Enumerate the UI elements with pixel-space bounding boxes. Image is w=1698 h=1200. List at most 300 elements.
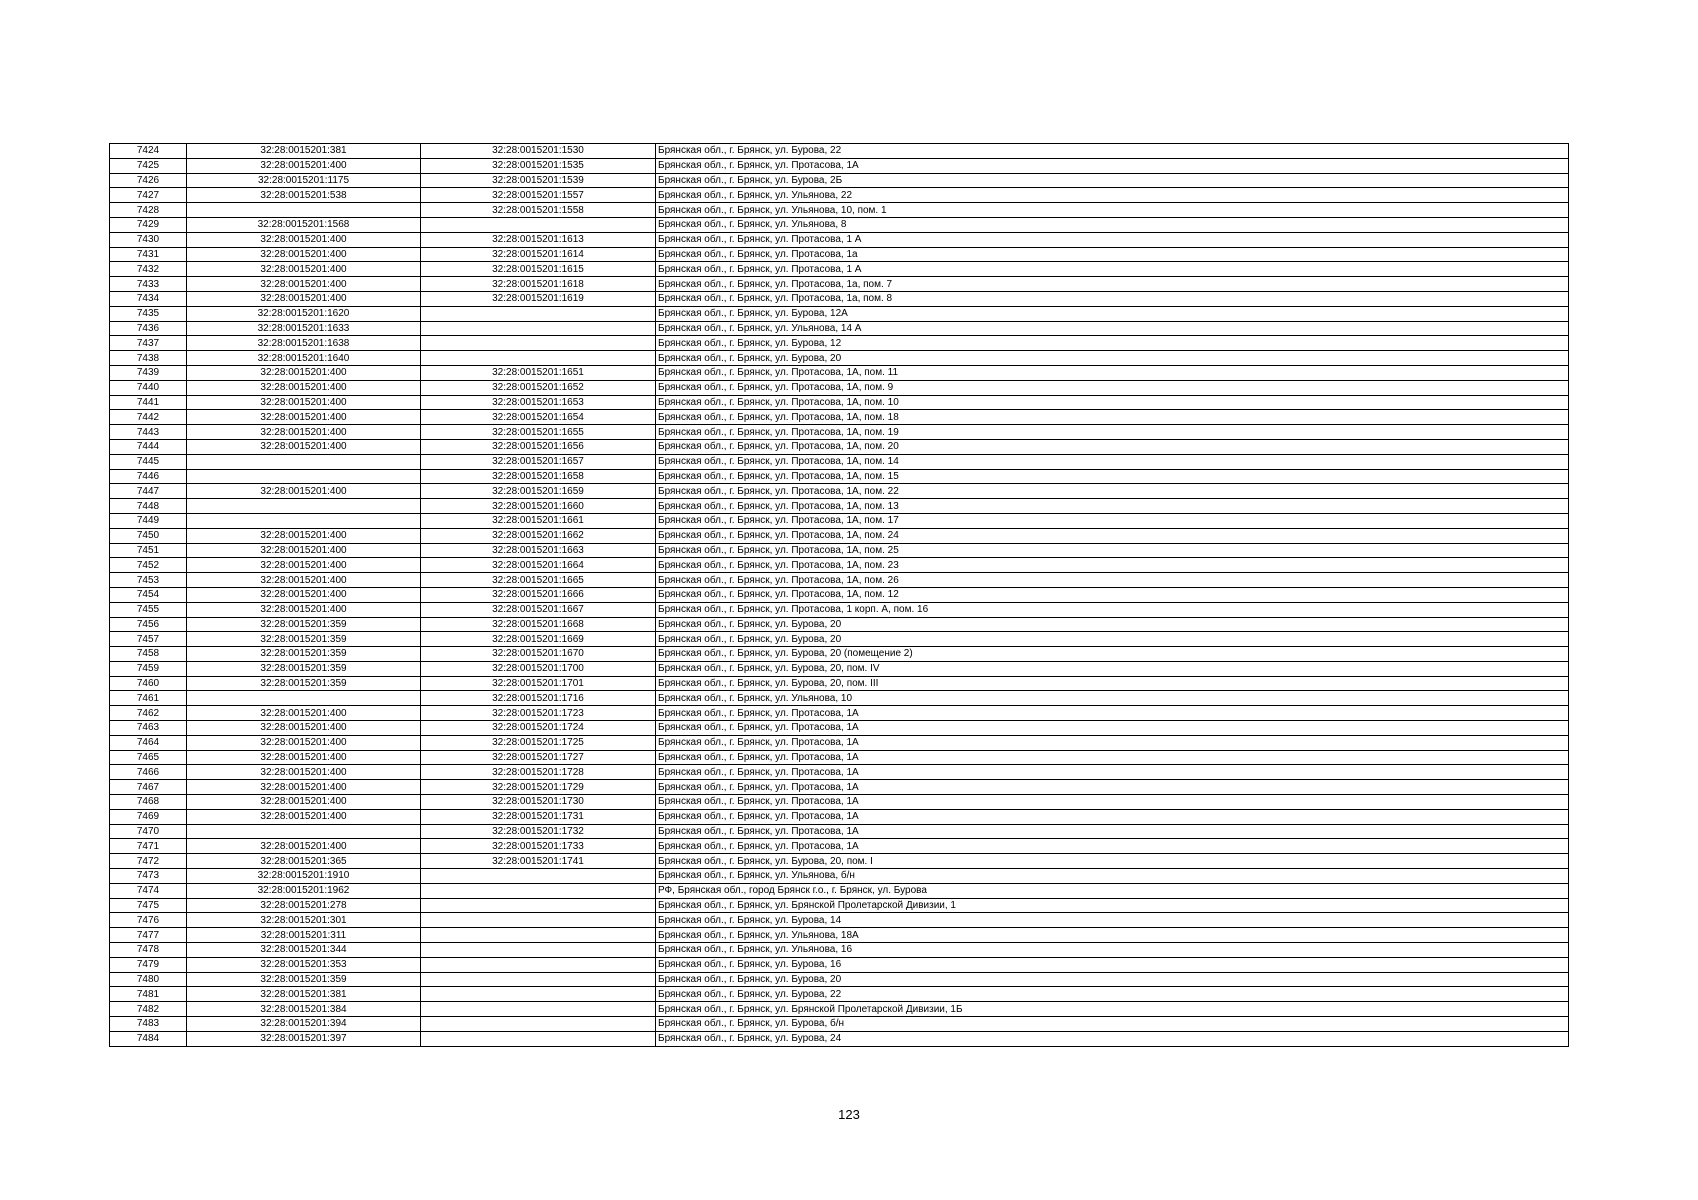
address-cell: Брянская обл., г. Брянск, ул. Протасова, 1 А [656,262,1569,277]
row-index-cell: 7466 [110,765,187,780]
object-number-cell [421,306,656,321]
object-number-cell: 32:28:0015201:1530 [421,144,656,159]
row-index-cell: 7444 [110,439,187,454]
row-index-cell: 7449 [110,513,187,528]
address-cell: Брянская обл., г. Брянск, ул. Протасова, 1А, пом. 18 [656,410,1569,425]
table-row [110,513,1569,528]
address-cell: Брянская обл., г. Брянск, ул. Бурова, 20 [656,351,1569,366]
address-cell: Брянская обл., г. Брянск, ул. Протасова, 1а, пом. 8 [656,291,1569,306]
table-row [110,854,1569,869]
object-number-cell [421,1002,656,1017]
parcel-number-cell: 32:28:0015201:359 [187,632,421,647]
row-index-cell: 7427 [110,188,187,203]
object-number-cell: 32:28:0015201:1669 [421,632,656,647]
object-number-cell: 32:28:0015201:1733 [421,839,656,854]
table-row [110,380,1569,395]
row-index-cell: 7442 [110,410,187,425]
address-cell: Брянская обл., г. Брянск, ул. Бурова, 12 [656,336,1569,351]
parcel-number-cell: 32:28:0015201:400 [187,395,421,410]
table-row [110,883,1569,898]
row-index-cell: 7479 [110,957,187,972]
table-row [110,351,1569,366]
registry-table-body [110,144,1569,1047]
parcel-number-cell: 32:28:0015201:1620 [187,306,421,321]
row-index-cell: 7441 [110,395,187,410]
parcel-number-cell [187,469,421,484]
table-row [110,188,1569,203]
row-index-cell: 7429 [110,217,187,232]
parcel-number-cell: 32:28:0015201:1175 [187,173,421,188]
row-index-cell: 7453 [110,573,187,588]
row-index-cell: 7446 [110,469,187,484]
address-cell: Брянская обл., г. Брянск, ул. Бурова, 20, пом. III [656,676,1569,691]
table-row [110,721,1569,736]
object-number-cell: 32:28:0015201:1663 [421,543,656,558]
parcel-number-cell: 32:28:0015201:400 [187,484,421,499]
parcel-number-cell: 32:28:0015201:400 [187,750,421,765]
address-cell: Брянская обл., г. Брянск, ул. Протасова, 1А, пом. 15 [656,469,1569,484]
parcel-number-cell: 32:28:0015201:400 [187,780,421,795]
object-number-cell [421,1017,656,1032]
row-index-cell: 7424 [110,144,187,159]
object-number-cell: 32:28:0015201:1558 [421,203,656,218]
object-number-cell [421,972,656,987]
object-number-cell: 32:28:0015201:1732 [421,824,656,839]
parcel-number-cell: 32:28:0015201:400 [187,232,421,247]
table-row [110,647,1569,662]
object-number-cell [421,336,656,351]
address-cell: Брянская обл., г. Брянск, ул. Протасова, 1А, пом. 14 [656,454,1569,469]
row-index-cell: 7460 [110,676,187,691]
parcel-number-cell: 32:28:0015201:1640 [187,351,421,366]
parcel-number-cell: 32:28:0015201:400 [187,795,421,810]
row-index-cell: 7451 [110,543,187,558]
object-number-cell [421,898,656,913]
object-number-cell: 32:28:0015201:1535 [421,158,656,173]
address-cell: Брянская обл., г. Брянск, ул. Протасова, 1а [656,247,1569,262]
row-index-cell: 7459 [110,661,187,676]
table-row [110,943,1569,958]
address-cell: Брянская обл., г. Брянск, ул. Протасова, 1А, пом. 25 [656,543,1569,558]
parcel-number-cell: 32:28:0015201:400 [187,839,421,854]
address-cell: Брянская обл., г. Брянск, ул. Ульянова, 10, пом. 1 [656,203,1569,218]
object-number-cell: 32:28:0015201:1656 [421,439,656,454]
parcel-number-cell: 32:28:0015201:359 [187,676,421,691]
object-number-cell: 32:28:0015201:1539 [421,173,656,188]
table-row [110,602,1569,617]
object-number-cell: 32:28:0015201:1661 [421,513,656,528]
page-number: 123 [838,1107,860,1122]
address-cell: Брянская обл., г. Брянск, ул. Протасова, 1А, пом. 9 [656,380,1569,395]
object-number-cell: 32:28:0015201:1653 [421,395,656,410]
parcel-number-cell: 32:28:0015201:359 [187,617,421,632]
address-cell: Брянская обл., г. Брянск, ул. Протасова, 1А [656,780,1569,795]
row-index-cell: 7438 [110,351,187,366]
parcel-number-cell: 32:28:0015201:538 [187,188,421,203]
table-row [110,144,1569,159]
row-index-cell: 7464 [110,735,187,750]
address-cell: Брянская обл., г. Брянск, ул. Протасова, 1А [656,839,1569,854]
address-cell: Брянская обл., г. Брянск, ул. Бурова, б/н [656,1017,1569,1032]
parcel-number-cell: 32:28:0015201:1568 [187,217,421,232]
row-index-cell: 7445 [110,454,187,469]
table-row [110,824,1569,839]
parcel-number-cell [187,513,421,528]
row-index-cell: 7480 [110,972,187,987]
object-number-cell [421,913,656,928]
row-index-cell: 7448 [110,499,187,514]
address-cell: Брянская обл., г. Брянск, ул. Ульянова, 10 [656,691,1569,706]
row-index-cell: 7440 [110,380,187,395]
row-index-cell: 7462 [110,706,187,721]
address-cell: Брянская обл., г. Брянск, ул. Бурова, 2Б [656,173,1569,188]
table-row [110,617,1569,632]
table-row [110,469,1569,484]
table-row [110,957,1569,972]
table-row [110,439,1569,454]
table-row [110,1017,1569,1032]
table-row [110,676,1569,691]
address-cell: Брянская обл., г. Брянск, ул. Протасова, 1А [656,721,1569,736]
parcel-number-cell: 32:28:0015201:394 [187,1017,421,1032]
table-row [110,913,1569,928]
row-index-cell: 7432 [110,262,187,277]
object-number-cell: 32:28:0015201:1660 [421,499,656,514]
table-row [110,1002,1569,1017]
address-cell: Брянская обл., г. Брянск, ул. Протасова, 1А, пом. 11 [656,365,1569,380]
parcel-number-cell: 32:28:0015201:1910 [187,869,421,884]
parcel-number-cell: 32:28:0015201:400 [187,765,421,780]
address-cell: Брянская обл., г. Брянск, ул. Протасова, 1А [656,795,1569,810]
table-row [110,425,1569,440]
parcel-number-cell: 32:28:0015201:400 [187,809,421,824]
address-cell: Брянская обл., г. Брянск, ул. Бурова, 20, пом. IV [656,661,1569,676]
table-row [110,691,1569,706]
address-cell: Брянская обл., г. Брянск, ул. Протасова, 1 корп. А, пом. 16 [656,602,1569,617]
row-index-cell: 7425 [110,158,187,173]
address-cell: Брянская обл., г. Брянск, ул. Протасова, 1А [656,735,1569,750]
address-cell: Брянская обл., г. Брянск, ул. Протасова, 1 А [656,232,1569,247]
address-cell: Брянская обл., г. Брянск, ул. Протасова, 1А, пом. 13 [656,499,1569,514]
row-index-cell: 7478 [110,943,187,958]
row-index-cell: 7447 [110,484,187,499]
row-index-cell: 7430 [110,232,187,247]
address-cell: Брянская обл., г. Брянск, ул. Бурова, 12А [656,306,1569,321]
address-cell: Брянская обл., г. Брянск, ул. Бурова, 22 [656,144,1569,159]
object-number-cell [421,987,656,1002]
row-index-cell: 7455 [110,602,187,617]
object-number-cell: 32:28:0015201:1723 [421,706,656,721]
parcel-number-cell: 32:28:0015201:1633 [187,321,421,336]
row-index-cell: 7443 [110,425,187,440]
address-cell: Брянская обл., г. Брянск, ул. Бурова, 22 [656,987,1569,1002]
object-number-cell: 32:28:0015201:1665 [421,573,656,588]
object-number-cell: 32:28:0015201:1615 [421,262,656,277]
object-number-cell [421,943,656,958]
table-row [110,765,1569,780]
table-row [110,336,1569,351]
object-number-cell: 32:28:0015201:1658 [421,469,656,484]
object-number-cell: 32:28:0015201:1557 [421,188,656,203]
address-cell: Брянская обл., г. Брянск, ул. Протасова, 1А, пом. 24 [656,528,1569,543]
row-index-cell: 7454 [110,587,187,602]
parcel-number-cell: 32:28:0015201:359 [187,647,421,662]
table-row [110,809,1569,824]
address-cell: Брянская обл., г. Брянск, ул. Протасова, 1А, пом. 23 [656,558,1569,573]
object-number-cell: 32:28:0015201:1662 [421,528,656,543]
address-cell: Брянская обл., г. Брянск, ул. Протасова, 1А [656,706,1569,721]
parcel-number-cell [187,203,421,218]
parcel-number-cell: 32:28:0015201:400 [187,543,421,558]
parcel-number-cell: 32:28:0015201:400 [187,587,421,602]
row-index-cell: 7476 [110,913,187,928]
table-row [110,972,1569,987]
object-number-cell [421,217,656,232]
address-cell: Брянская обл., г. Брянск, ул. Протасова, 1А, пом. 20 [656,439,1569,454]
object-number-cell [421,869,656,884]
parcel-number-cell: 32:28:0015201:400 [187,365,421,380]
table-row [110,1031,1569,1046]
object-number-cell: 32:28:0015201:1670 [421,647,656,662]
parcel-number-cell [187,499,421,514]
table-row [110,795,1569,810]
table-row [110,365,1569,380]
object-number-cell: 32:28:0015201:1659 [421,484,656,499]
object-number-cell: 32:28:0015201:1618 [421,277,656,292]
table-row [110,306,1569,321]
address-cell: Брянская обл., г. Брянск, ул. Ульянова, 16 [656,943,1569,958]
address-cell: Брянская обл., г. Брянск, ул. Ульянова, 18А [656,928,1569,943]
table-row [110,543,1569,558]
row-index-cell: 7474 [110,883,187,898]
object-number-cell [421,351,656,366]
object-number-cell [421,957,656,972]
object-number-cell: 32:28:0015201:1664 [421,558,656,573]
parcel-number-cell: 32:28:0015201:400 [187,291,421,306]
table-row [110,573,1569,588]
address-cell: Брянская обл., г. Брянск, ул. Бурова, 24 [656,1031,1569,1046]
parcel-number-cell: 32:28:0015201:311 [187,928,421,943]
row-index-cell: 7439 [110,365,187,380]
table-row [110,869,1569,884]
parcel-number-cell: 32:28:0015201:400 [187,721,421,736]
table-row [110,291,1569,306]
parcel-number-cell: 32:28:0015201:400 [187,158,421,173]
parcel-number-cell: 32:28:0015201:344 [187,943,421,958]
table-row [110,203,1569,218]
object-number-cell: 32:28:0015201:1728 [421,765,656,780]
object-number-cell: 32:28:0015201:1741 [421,854,656,869]
address-cell: Брянская обл., г. Брянск, ул. Протасова, 1А [656,765,1569,780]
object-number-cell: 32:28:0015201:1614 [421,247,656,262]
row-index-cell: 7450 [110,528,187,543]
parcel-number-cell: 32:28:0015201:1638 [187,336,421,351]
address-cell: Брянская обл., г. Брянск, ул. Бурова, 20 [656,972,1569,987]
table-row [110,928,1569,943]
row-index-cell: 7428 [110,203,187,218]
table-row [110,661,1569,676]
row-index-cell: 7483 [110,1017,187,1032]
object-number-cell: 32:28:0015201:1725 [421,735,656,750]
parcel-number-cell [187,691,421,706]
row-index-cell: 7465 [110,750,187,765]
parcel-number-cell: 32:28:0015201:400 [187,706,421,721]
address-cell: Брянская обл., г. Брянск, ул. Бурова, 20 [656,632,1569,647]
parcel-number-cell: 32:28:0015201:400 [187,380,421,395]
address-cell: Брянская обл., г. Брянск, ул. Бурова, 16 [656,957,1569,972]
row-index-cell: 7471 [110,839,187,854]
parcel-number-cell: 32:28:0015201:384 [187,1002,421,1017]
object-number-cell: 32:28:0015201:1668 [421,617,656,632]
object-number-cell [421,883,656,898]
address-cell: Брянская обл., г. Брянск, ул. Протасова, 1а, пом. 7 [656,277,1569,292]
table-row [110,454,1569,469]
table-row [110,780,1569,795]
table-row [110,706,1569,721]
row-index-cell: 7426 [110,173,187,188]
object-number-cell [421,321,656,336]
row-index-cell: 7484 [110,1031,187,1046]
object-number-cell: 32:28:0015201:1654 [421,410,656,425]
object-number-cell: 32:28:0015201:1731 [421,809,656,824]
table-row [110,410,1569,425]
parcel-number-cell [187,454,421,469]
row-index-cell: 7435 [110,306,187,321]
object-number-cell: 32:28:0015201:1716 [421,691,656,706]
address-cell: Брянская обл., г. Брянск, ул. Бурова, 20 [656,617,1569,632]
object-number-cell: 32:28:0015201:1729 [421,780,656,795]
parcel-number-cell: 32:28:0015201:400 [187,735,421,750]
address-cell: Брянская обл., г. Брянск, ул. Протасова, 1А, пом. 10 [656,395,1569,410]
address-cell: Брянская обл., г. Брянск, ул. Ульянова, б/н [656,869,1569,884]
parcel-number-cell: 32:28:0015201:359 [187,661,421,676]
address-cell: Брянская обл., г. Брянск, ул. Протасова, 1А [656,824,1569,839]
row-index-cell: 7458 [110,647,187,662]
address-cell: Брянская обл., г. Брянск, ул. Ульянова, 14 А [656,321,1569,336]
parcel-number-cell: 32:28:0015201:397 [187,1031,421,1046]
parcel-number-cell: 32:28:0015201:353 [187,957,421,972]
parcel-number-cell: 32:28:0015201:400 [187,573,421,588]
object-number-cell [421,1031,656,1046]
row-index-cell: 7434 [110,291,187,306]
row-index-cell: 7470 [110,824,187,839]
table-row [110,262,1569,277]
object-number-cell: 32:28:0015201:1730 [421,795,656,810]
parcel-number-cell: 32:28:0015201:381 [187,144,421,159]
table-row [110,217,1569,232]
parcel-number-cell: 32:28:0015201:365 [187,854,421,869]
address-cell: Брянская обл., г. Брянск, ул. Брянской Пролетарской Дивизии, 1 [656,898,1569,913]
object-number-cell: 32:28:0015201:1700 [421,661,656,676]
address-cell: Брянская обл., г. Брянск, ул. Бурова, 20 (помещение 2) [656,647,1569,662]
table-row [110,750,1569,765]
row-index-cell: 7463 [110,721,187,736]
object-number-cell: 32:28:0015201:1666 [421,587,656,602]
table-row [110,395,1569,410]
object-number-cell: 32:28:0015201:1727 [421,750,656,765]
row-index-cell: 7475 [110,898,187,913]
row-index-cell: 7457 [110,632,187,647]
table-row [110,898,1569,913]
table-row [110,277,1569,292]
object-number-cell: 32:28:0015201:1724 [421,721,656,736]
address-cell: Брянская обл., г. Брянск, ул. Бурова, 14 [656,913,1569,928]
parcel-number-cell: 32:28:0015201:400 [187,425,421,440]
table-row [110,632,1569,647]
object-number-cell: 32:28:0015201:1701 [421,676,656,691]
parcel-number-cell: 32:28:0015201:400 [187,247,421,262]
address-cell: Брянская обл., г. Брянск, ул. Ульянова, 8 [656,217,1569,232]
parcel-number-cell: 32:28:0015201:278 [187,898,421,913]
row-index-cell: 7452 [110,558,187,573]
parcel-number-cell: 32:28:0015201:1962 [187,883,421,898]
row-index-cell: 7456 [110,617,187,632]
row-index-cell: 7468 [110,795,187,810]
address-cell: Брянская обл., г. Брянск, ул. Протасова, 1А [656,750,1569,765]
address-cell: РФ, Брянская обл., город Брянск г.о., г. Брянск, ул. Бурова [656,883,1569,898]
table-row [110,839,1569,854]
parcel-number-cell: 32:28:0015201:400 [187,262,421,277]
table-row [110,484,1569,499]
object-number-cell: 32:28:0015201:1652 [421,380,656,395]
parcel-number-cell: 32:28:0015201:381 [187,987,421,1002]
table-row [110,158,1569,173]
table-row [110,558,1569,573]
table-row [110,499,1569,514]
object-number-cell: 32:28:0015201:1657 [421,454,656,469]
row-index-cell: 7436 [110,321,187,336]
object-number-cell: 32:28:0015201:1667 [421,602,656,617]
parcel-number-cell: 32:28:0015201:400 [187,277,421,292]
parcel-number-cell: 32:28:0015201:400 [187,410,421,425]
parcel-number-cell: 32:28:0015201:301 [187,913,421,928]
parcel-number-cell: 32:28:0015201:400 [187,602,421,617]
parcel-number-cell: 32:28:0015201:400 [187,439,421,454]
registry-table [109,143,1569,1047]
table-row [110,735,1569,750]
row-index-cell: 7431 [110,247,187,262]
row-index-cell: 7482 [110,1002,187,1017]
row-index-cell: 7477 [110,928,187,943]
table-row [110,987,1569,1002]
parcel-number-cell: 32:28:0015201:359 [187,972,421,987]
object-number-cell: 32:28:0015201:1655 [421,425,656,440]
object-number-cell: 32:28:0015201:1619 [421,291,656,306]
address-cell: Брянская обл., г. Брянск, ул. Бурова, 20, пом. I [656,854,1569,869]
parcel-number-cell: 32:28:0015201:400 [187,528,421,543]
table-row [110,528,1569,543]
table-row [110,232,1569,247]
table-row [110,173,1569,188]
row-index-cell: 7469 [110,809,187,824]
row-index-cell: 7481 [110,987,187,1002]
row-index-cell: 7433 [110,277,187,292]
table-row [110,321,1569,336]
address-cell: Брянская обл., г. Брянск, ул. Протасова, 1А, пом. 17 [656,513,1569,528]
object-number-cell: 32:28:0015201:1651 [421,365,656,380]
row-index-cell: 7472 [110,854,187,869]
address-cell: Брянская обл., г. Брянск, ул. Протасова, 1А, пом. 26 [656,573,1569,588]
table-row [110,247,1569,262]
address-cell: Брянская обл., г. Брянск, ул. Протасова, 1А, пом. 19 [656,425,1569,440]
address-cell: Брянская обл., г. Брянск, ул. Протасова, 1А [656,809,1569,824]
address-cell: Брянская обл., г. Брянск, ул. Протасова, 1А [656,158,1569,173]
address-cell: Брянская обл., г. Брянск, ул. Протасова, 1А, пом. 12 [656,587,1569,602]
address-cell: Брянская обл., г. Брянск, ул. Ульянова, 22 [656,188,1569,203]
address-cell: Брянская обл., г. Брянск, ул. Брянской Пролетарской Дивизии, 1Б [656,1002,1569,1017]
row-index-cell: 7473 [110,869,187,884]
object-number-cell [421,928,656,943]
